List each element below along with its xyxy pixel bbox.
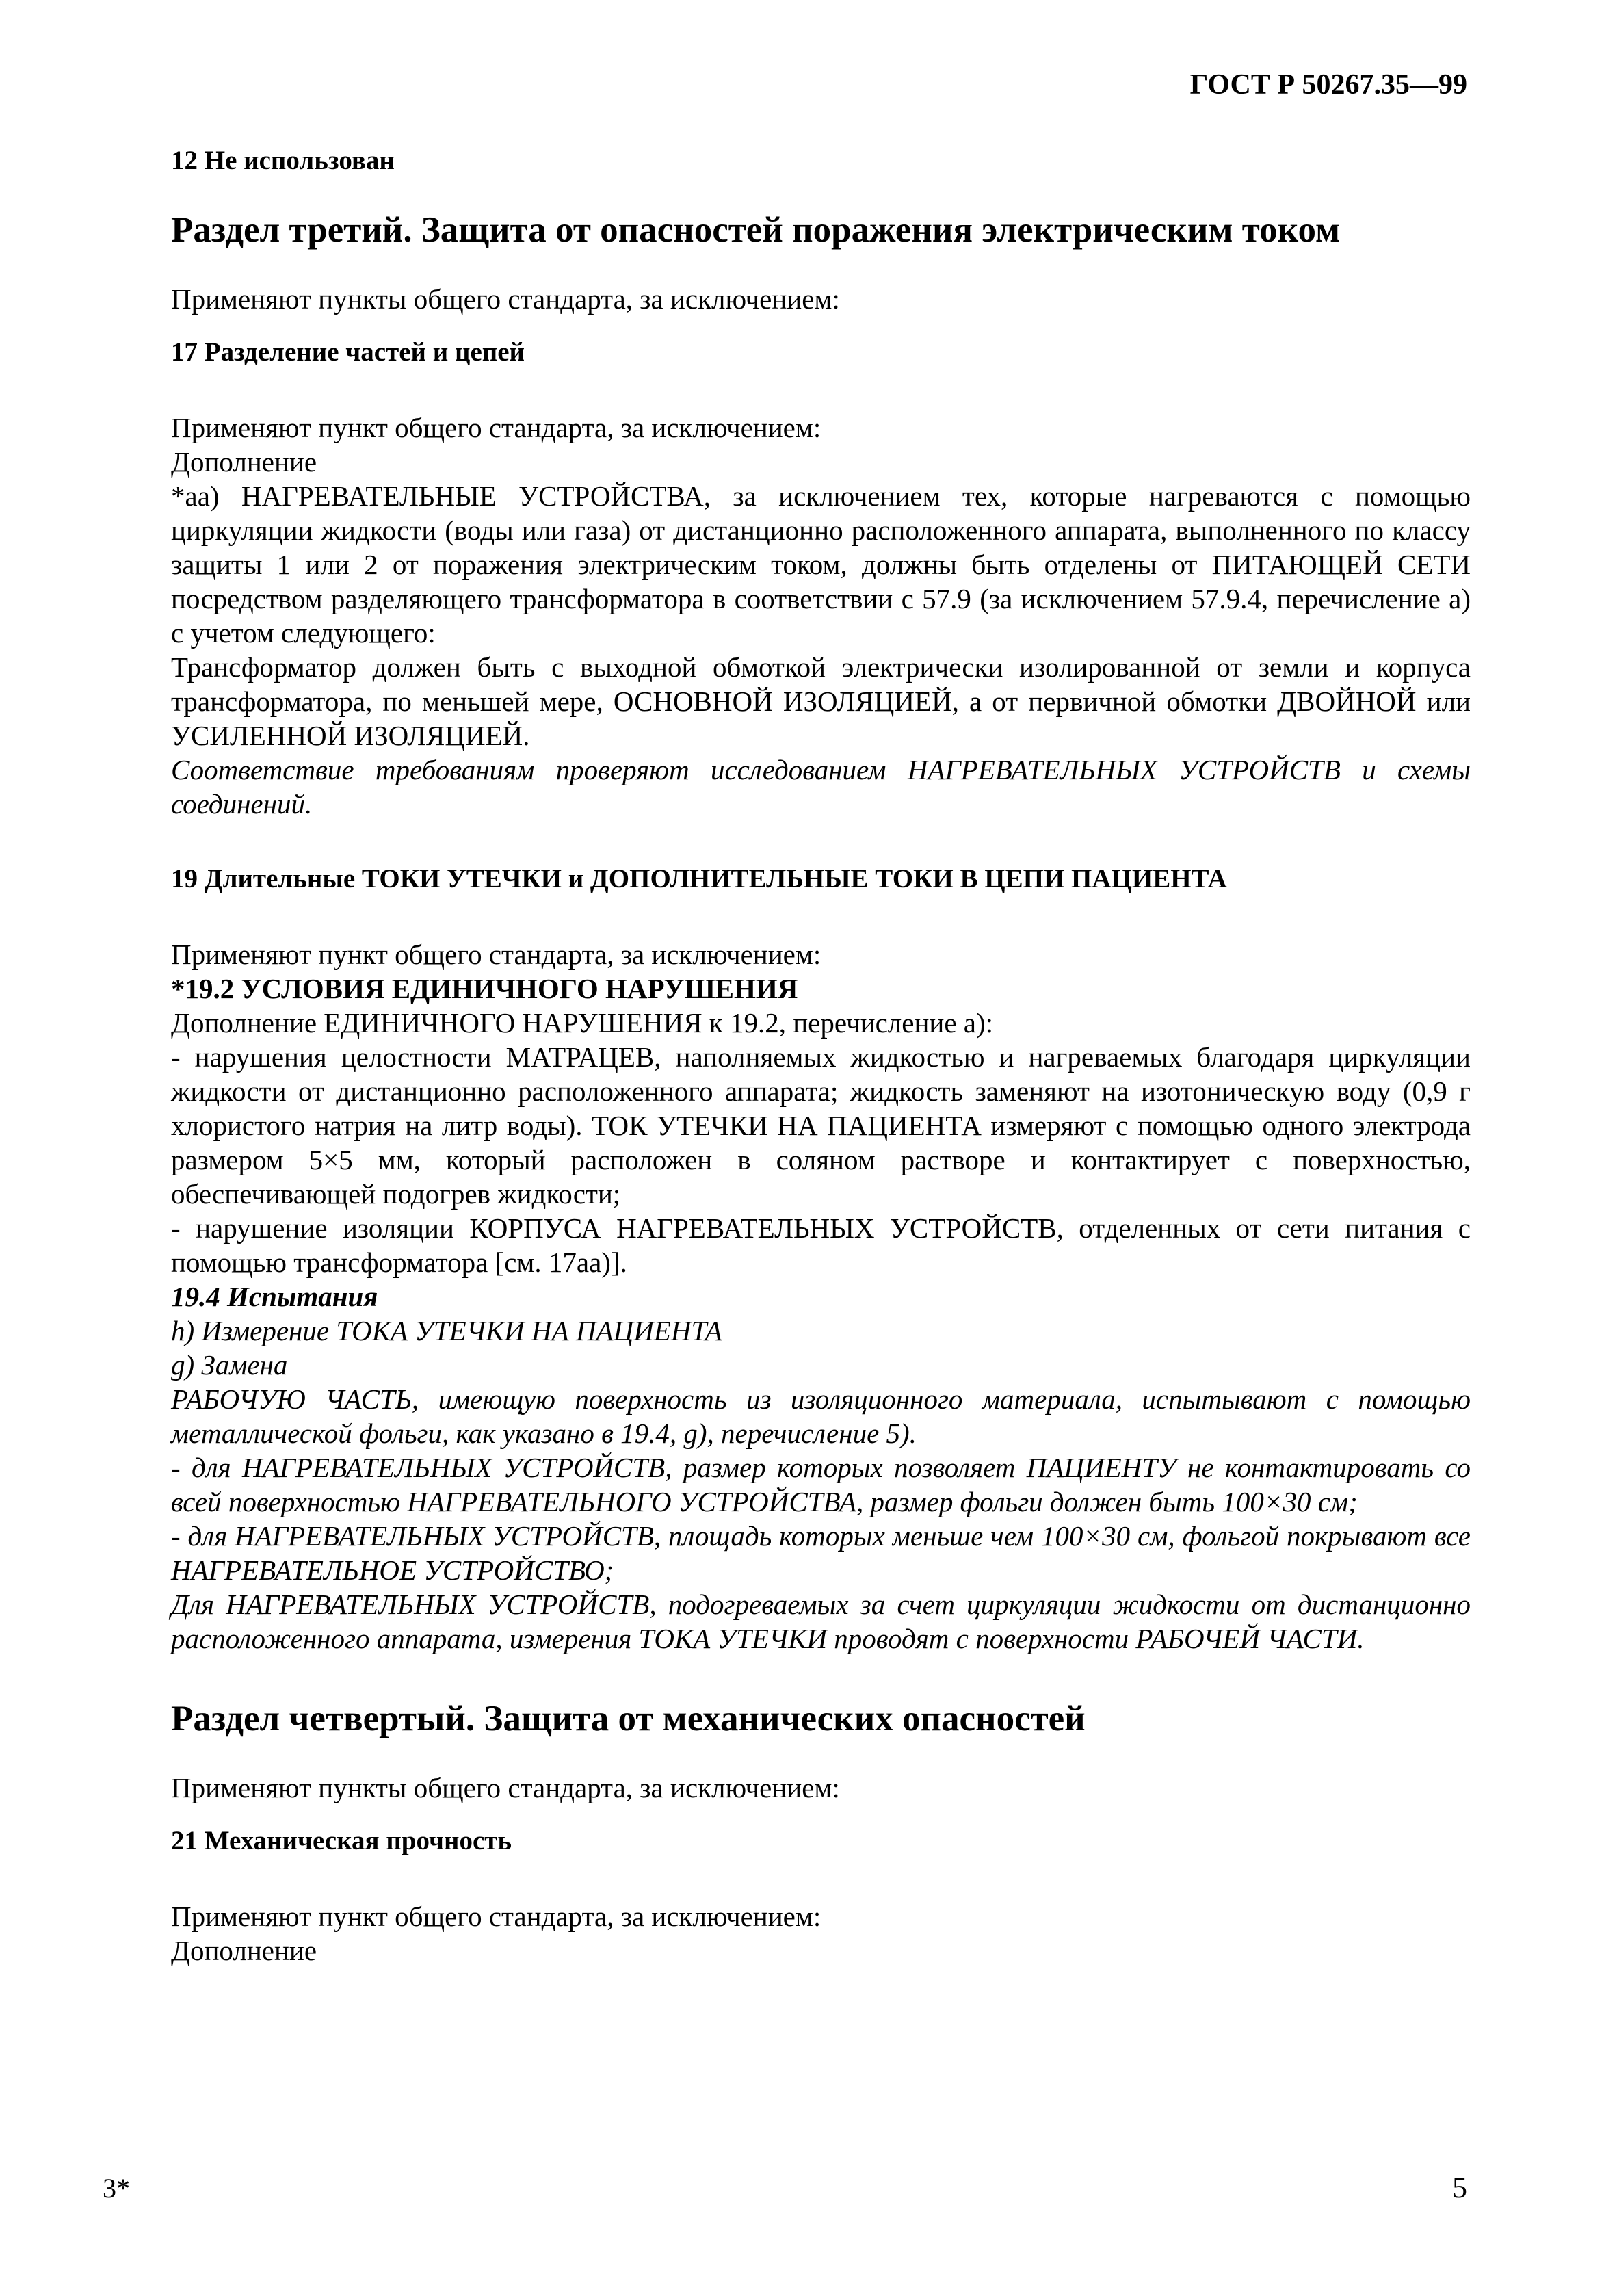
section-19-title: 19 Длительные ТОКИ УТЕЧКИ и ДОПОЛНИТЕЛЬНЫЕ ТОКИ В ЦЕПИ ПАЦИЕНТА	[171, 864, 1227, 893]
section-17-text-1: Применяют пункт общего стандарта, за исключением:	[171, 412, 821, 443]
section-21-text-1: Применяют пункт общего стандарта, за исключением:	[171, 1901, 821, 1932]
section-17-text-2: Дополнение	[171, 446, 317, 478]
section-17-check: Соответствие требованиям проверяют исследованием НАГРЕВАТЕЛЬНЫХ УСТРОЙСТВ и схемы соединений.	[171, 754, 1471, 820]
section-19-text-4: - нарушение изоляции КОРПУСА НАГРЕВАТЕЛЬНЫХ УСТРОЙСТВ, отделенных от сети питания с помощью трансформатора [см. 17аа)].	[171, 1212, 1471, 1278]
section-17-text-3: *аа) НАГРЕВАТЕЛЬНЫЕ УСТРОЙСТВА, за исключением тех, которые нагреваются с помощью циркуляции жидкости (воды или газа) от дистанционно расположенного аппарата, выполненного по классу защиты 1 или 2 от поражения электрическим током, должны быть отделены от ПИТАЮЩЕЙ СЕТИ посредством разделяющего трансформатора в соответствии с 57.9 (за исключением 57.9.4, перечисление а) с учетом следующего:	[171, 480, 1471, 649]
section-17-title: 17 Разделение частей и цепей	[171, 337, 525, 367]
section-19-4-text-3: - для НАГРЕВАТЕЛЬНЫХ УСТРОЙСТВ, площадь которых меньше чем 100×30 см, фольгой покрывают все НАГРЕВАТЕЛЬНОЕ УСТРОЙСТВО;	[171, 1520, 1471, 1586]
section-19-4-title: 19.4 Испытания	[171, 1281, 378, 1312]
section-19-4-g: g) Замена	[171, 1349, 288, 1381]
document-body	[171, 144, 1471, 1968]
part-4-title: Раздел четвертый. Защита от механических опасностей	[171, 1699, 1086, 1738]
part-3-intro: Применяют пункты общего стандарта, за исключением:	[171, 283, 840, 315]
document-code: ГОСТ Р 50267.35—99	[1189, 69, 1467, 101]
section-19-text-3: - нарушения целостности МАТРАЦЕВ, наполняемых жидкостью и нагреваемых благодаря циркуляции жидкости от дистанционно расположенного аппарата; жидкость заменяют на изотоническую воду (0,9 г хлористого натрия на литр воды). ТОК УТЕЧКИ НА ПАЦИЕНТА измеряют с помощью одного электрода размером 5×5 мм, который расположен в соляном растворе и контактирует с поверхностью, обеспечивающей подогрев жидкости;	[171, 1041, 1471, 1210]
section-21-text-2: Дополнение	[171, 1935, 317, 1966]
section-21-title: 21 Механическая прочность	[171, 1826, 512, 1855]
section-19-4-text-1: РАБОЧУЮ ЧАСТЬ, имеющую поверхность из изоляционного материала, испытывают с помощью металлической фольги, как указано в 19.4, g), перечисление 5).	[171, 1383, 1471, 1449]
section-19-4-text-2: - для НАГРЕВАТЕЛЬНЫХ УСТРОЙСТВ, размер которых позволяет ПАЦИЕНТУ не контактировать со всей поверхностью НАГРЕВАТЕЛЬНОГО УСТРОЙСТВА, размер фольги должен быть 100×30 см;	[171, 1452, 1471, 1517]
part-3-title: Раздел третий. Защита от опасностей поражения электрическим током	[171, 210, 1341, 250]
part-4-intro: Применяют пункты общего стандарта, за исключением:	[171, 1772, 840, 1803]
section-17-text-4: Трансформатор должен быть с выходной обмоткой электрически изолированной от земли и корпуса трансформатора, по меньшей мере, ОСНОВНОЙ ИЗОЛЯЦИЕЙ, а от первичной обмотки ДВОЙНОЙ или УСИЛЕННОЙ ИЗОЛЯЦИЕЙ.	[171, 651, 1471, 751]
section-19-2-title: *19.2 УСЛОВИЯ ЕДИНИЧНОГО НАРУШЕНИЯ	[171, 973, 798, 1004]
section-19-text-1: Применяют пункт общего стандарта, за исключением:	[171, 939, 821, 970]
footer-mark: 3*	[103, 2173, 130, 2204]
page-number: 5	[1452, 2171, 1467, 2204]
section-12-title: 12 Не использован	[171, 146, 395, 175]
section-19-4-text-4: Для НАГРЕВАТЕЛЬНЫХ УСТРОЙСТВ, подогреваемых за счет циркуляции жидкости от дистанционно расположенного аппарата, измерения ТОКА УТЕЧКИ проводят с поверхности РАБОЧЕЙ ЧАСТИ.	[171, 1589, 1471, 1654]
section-19-text-2: Дополнение ЕДИНИЧНОГО НАРУШЕНИЯ к 19.2, перечисление а):	[171, 1007, 994, 1039]
section-19-4-h: h) Измерение ТОКА УТЕЧКИ НА ПАЦИЕНТА	[171, 1315, 722, 1346]
